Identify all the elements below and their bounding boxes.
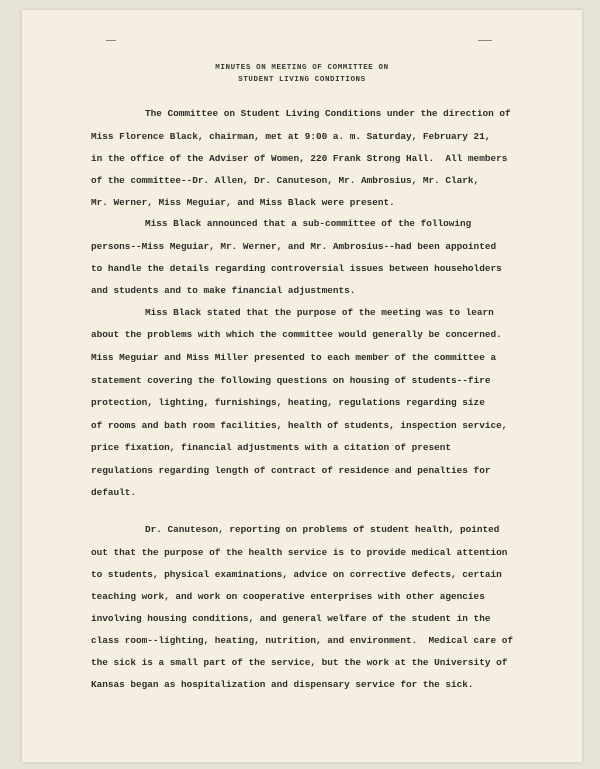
text-line: Miss Florence Black, chairman, met at 9:00 a. m. Saturday, February 21, bbox=[91, 131, 491, 142]
text-line: protection, lighting, furnishings, heating, regulations regarding size bbox=[91, 397, 485, 408]
text-line: persons--Miss Meguiar, Mr. Werner, and Mr. Ambrosius--had been appointed bbox=[91, 241, 497, 252]
text-line: Kansas began as hospitalization and dispensary service for the sick. bbox=[91, 679, 474, 690]
text-line: involving housing conditions, and general welfare of the student in the bbox=[91, 613, 491, 624]
text-line: of the committee--Dr. Allen, Dr. Canuteson, Mr. Ambrosius, Mr. Clark, bbox=[91, 175, 480, 186]
text-line: out that the purpose of the health service is to provide medical attention bbox=[91, 547, 508, 558]
text-line: the sick is a small part of the service, but the work at the University of bbox=[91, 657, 508, 668]
text-line: of rooms and bath room facilities, health of students, inspection service, bbox=[91, 420, 508, 431]
text-line: statement covering the following questions on housing of students--fire bbox=[91, 375, 491, 386]
text-line: to handle the details regarding controversial issues between householders bbox=[91, 263, 502, 274]
document-title-line-2: STUDENT LIVING CONDITIONS bbox=[238, 76, 366, 84]
text-line: Mr. Werner, Miss Meguiar, and Miss Black were present. bbox=[91, 197, 395, 208]
text-line: Miss Black stated that the purpose of the meeting was to learn bbox=[145, 307, 494, 318]
document-page bbox=[22, 10, 582, 762]
document-title-line-1: MINUTES ON MEETING OF COMMITTEE ON bbox=[215, 64, 389, 72]
text-line: The Committee on Student Living Conditions under the direction of bbox=[145, 108, 511, 119]
text-line: class room--lighting, heating, nutrition, and environment. Medical care of bbox=[91, 635, 513, 646]
text-line: Dr. Canuteson, reporting on problems of student health, pointed bbox=[145, 524, 500, 535]
text-line: and students and to make financial adjustments. bbox=[91, 285, 356, 296]
text-line: regulations regarding length of contract of residence and penalties for bbox=[91, 465, 491, 476]
text-line: default. bbox=[91, 487, 137, 498]
text-line: to students, physical examinations, advice on corrective defects, certain bbox=[91, 569, 502, 580]
text-line: price fixation, financial adjustments with a citation of present bbox=[91, 442, 452, 453]
text-line: Miss Black announced that a sub-committee of the following bbox=[145, 218, 472, 229]
text-line: Miss Meguiar and Miss Miller presented to each member of the committee a bbox=[91, 352, 497, 363]
text-line: in the office of the Adviser of Women, 220 Frank Strong Hall. All members bbox=[91, 153, 508, 164]
text-line: about the problems with which the committee would generally be concerned. bbox=[91, 329, 502, 340]
pencil-mark-left bbox=[106, 40, 116, 41]
pencil-mark-right bbox=[478, 40, 492, 41]
text-line: teaching work, and work on cooperative enterprises with other agencies bbox=[91, 591, 485, 602]
